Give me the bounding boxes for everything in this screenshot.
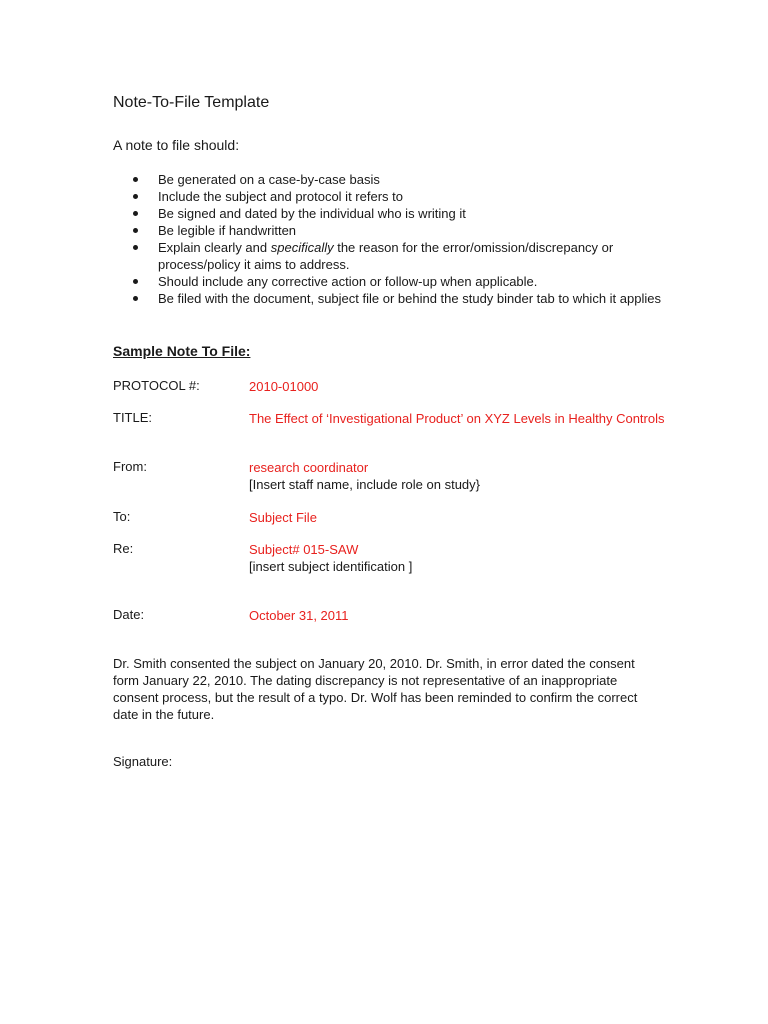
- list-item: Be generated on a case-by-case basis: [113, 171, 673, 188]
- to-value: Subject File: [249, 510, 317, 525]
- protocol-value: 2010-01000: [249, 379, 319, 394]
- bullet-icon: [133, 194, 138, 199]
- re-label: Re:: [113, 541, 134, 556]
- list-item: Explain clearly and specifically the reason for the error/omission/discrepancy or process/policy it aims to address.: [113, 239, 673, 273]
- requirements-list: [113, 171, 673, 307]
- list-item: Be signed and dated by the individual who is writing it: [113, 205, 673, 222]
- bullet-icon: [133, 228, 138, 233]
- list-item: Be legible if handwritten: [113, 222, 673, 239]
- note-body: Dr. Smith consented the subject on January 20, 2010. Dr. Smith, in error dated the consent form January 22, 2010. The dating discrepancy is not representative of an inappropriate consent process, but the result of a typo. Dr. Wolf has been reminded to confirm the correct date in the future.: [113, 656, 638, 722]
- bullet-icon: [133, 177, 138, 182]
- emphasis-text: specifically: [270, 240, 334, 255]
- bullet-icon: [133, 245, 138, 250]
- signature-label: Signature:: [113, 754, 173, 769]
- list-item: Include the subject and protocol it refers to: [113, 188, 673, 205]
- intro-text: A note to file should:: [113, 137, 240, 153]
- re-value: Subject# 015-SAW: [249, 542, 359, 557]
- protocol-label: PROTOCOL #:: [113, 378, 200, 393]
- date-value: October 31, 2011: [249, 608, 349, 623]
- bullet-icon: [133, 211, 138, 216]
- bullet-icon: [133, 296, 138, 301]
- document-title: Note-To-File Template: [113, 94, 270, 111]
- from-value: research coordinator: [249, 460, 369, 475]
- to-label: To:: [113, 509, 131, 524]
- list-item: Be filed with the document, subject file or behind the study binder tab to which it applies: [113, 290, 673, 307]
- from-label: From:: [113, 459, 147, 474]
- bullet-icon: [133, 279, 138, 284]
- list-item: Should include any corrective action or follow-up when applicable.: [113, 273, 673, 290]
- title-value: The Effect of ‘Investigational Product’ on XYZ Levels in Healthy Controls: [249, 411, 665, 426]
- date-label: Date:: [113, 607, 145, 622]
- title-label: TITLE:: [113, 410, 153, 425]
- from-hint: [Insert staff name, include role on study}: [249, 477, 481, 492]
- re-hint: [insert subject identification ]: [249, 559, 413, 574]
- sample-heading: Sample Note To File:: [113, 343, 251, 359]
